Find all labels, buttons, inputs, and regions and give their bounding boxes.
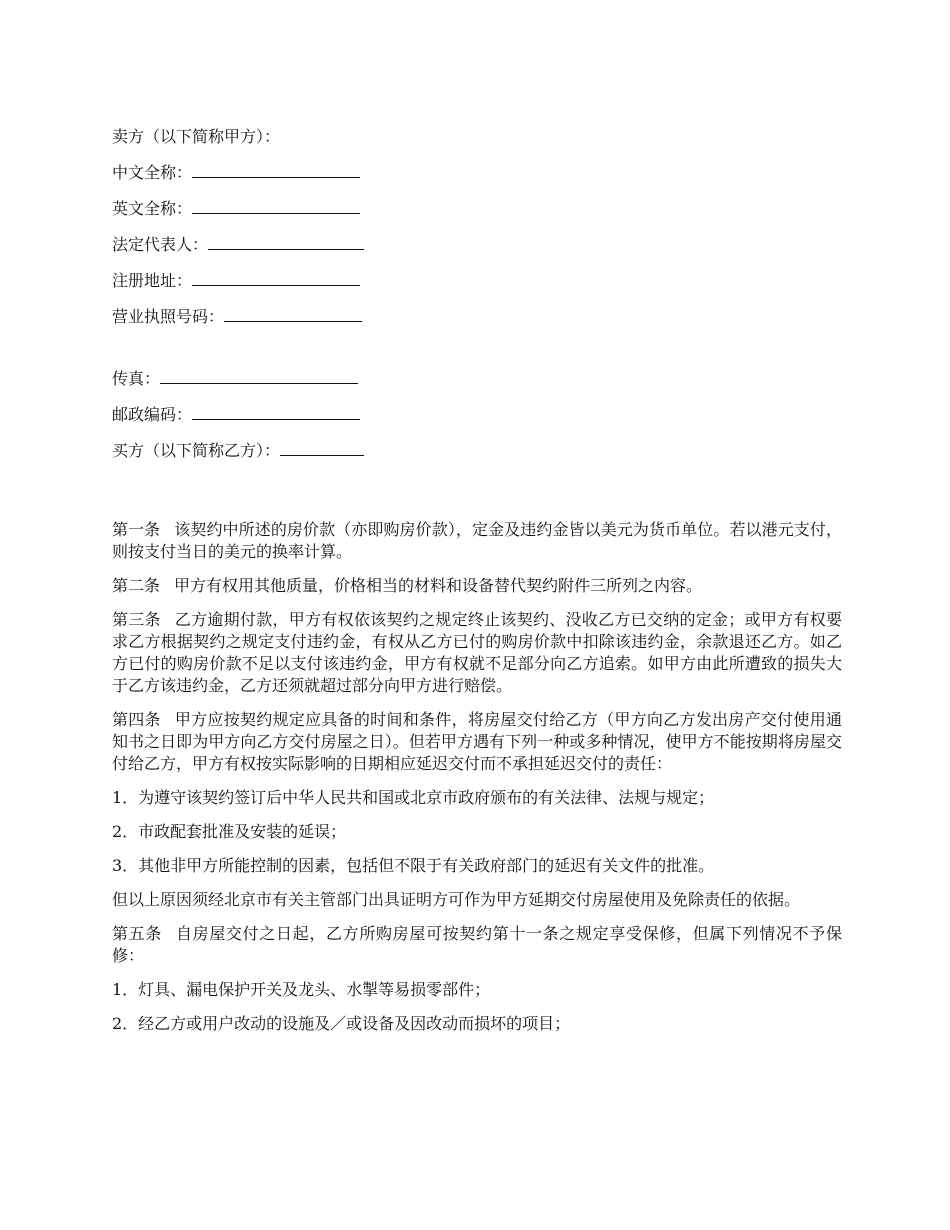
clause-4-item: 2．市政配套批准及安装的延误； [112, 822, 347, 841]
buyer-blank [280, 439, 364, 456]
clause-1 [112, 519, 842, 563]
legal-rep-label: 法定代表人： [112, 235, 209, 254]
clause-3 [112, 609, 842, 697]
contract-body [112, 125, 842, 1047]
clause-5-item: 1．灯具、漏电保护开关及龙头、水掣等易损零部件； [112, 980, 491, 999]
clause-2-text: 甲方有权用其他质量，价格相当的材料和设备替代契约附件三所列之内容。 [174, 576, 703, 595]
buyer-heading: 买方（以下简称乙方）： [112, 441, 281, 460]
license-blank [224, 305, 362, 322]
english-name-label: 英文全称： [112, 199, 193, 218]
fax-blank [160, 367, 358, 384]
english-name-blank [192, 197, 360, 214]
clause-3-number: 第三条 [112, 610, 161, 629]
seller-heading: 卖方（以下简称甲方）： [112, 127, 281, 146]
clause-5-item: 2．经乙方或用户改动的设施及／或设备及因改动而损坏的项目； [112, 1014, 571, 1033]
chinese-name-field [112, 161, 842, 197]
reg-address-label: 注册地址： [112, 271, 193, 290]
postcode-label: 邮政编码： [112, 405, 193, 424]
clause-4-number: 第四条 [112, 710, 161, 729]
license-field [112, 305, 842, 341]
license-label: 营业执照号码： [112, 307, 225, 326]
clause-5-text: 自房屋交付之日起，乙方所购房屋可按契约第十一条之规定享受保修，但属下列情况不予保修： [112, 924, 842, 965]
fax-field [112, 367, 842, 403]
chinese-name-label: 中文全称： [112, 163, 193, 182]
reg-address-blank [192, 269, 360, 286]
clause-4-text: 甲方应按契约规定应具备的时间和条件，将房屋交付给乙方（甲方向乙方发出房产交付使用通知书之日即为甲方向乙方交付房屋之日）。但若甲方遇有下列一种或多种情况，使甲方不能按期将房屋交付给乙方，甲方有权按实际影响的日期相应延迟交付而不承担延迟交付的责任： [112, 710, 842, 773]
buyer-heading-field [112, 439, 842, 475]
clause-2-number: 第二条 [112, 576, 161, 595]
legal-rep-field [112, 233, 842, 269]
postcode-field [112, 403, 842, 439]
clause-2 [112, 575, 842, 597]
clause-4-item: 1．为遵守该契约签订后中华人民共和国或北京市政府颁布的有关法律、法规与规定； [112, 788, 715, 807]
chinese-name-blank [192, 161, 360, 178]
clause-5 [112, 923, 842, 967]
clause-4-item: 3．其他非甲方所能控制的因素，包括但不限于有关政府部门的延迟有关文件的批准。 [112, 856, 715, 875]
clause-4-note: 但以上原因须经北京市有关主管部门出具证明方可作为甲方延期交付房屋使用及免除责任的依据。 [112, 890, 801, 909]
fax-label: 传真： [112, 369, 161, 388]
clause-3-text: 乙方逾期付款，甲方有权依该契约之规定终止该契约、没收乙方已交纳的定金；或甲方有权要求乙方根据契约之规定支付违约金，有权从乙方已付的购房价款中扣除该违约金，余款退还乙方。如乙方已付的购房价款不足以支付该违约金，甲方有权就不足部分向乙方追索。如甲方由此所遭致的损失大于乙方该违约金，乙方还须就超过部分向甲方进行赔偿。 [112, 610, 842, 695]
reg-address-field [112, 269, 842, 305]
postcode-blank [192, 403, 360, 420]
clause-1-number: 第一条 [112, 520, 161, 539]
english-name-field [112, 197, 842, 233]
clause-5-number: 第五条 [112, 924, 162, 943]
legal-rep-blank [208, 233, 364, 250]
clause-4 [112, 709, 842, 775]
clause-1-text: 该契约中所述的房价款（亦即购房价款），定金及违约金皆以美元为货币单位。若以港元支付，则按支付当日的美元的换率计算。 [112, 520, 842, 561]
